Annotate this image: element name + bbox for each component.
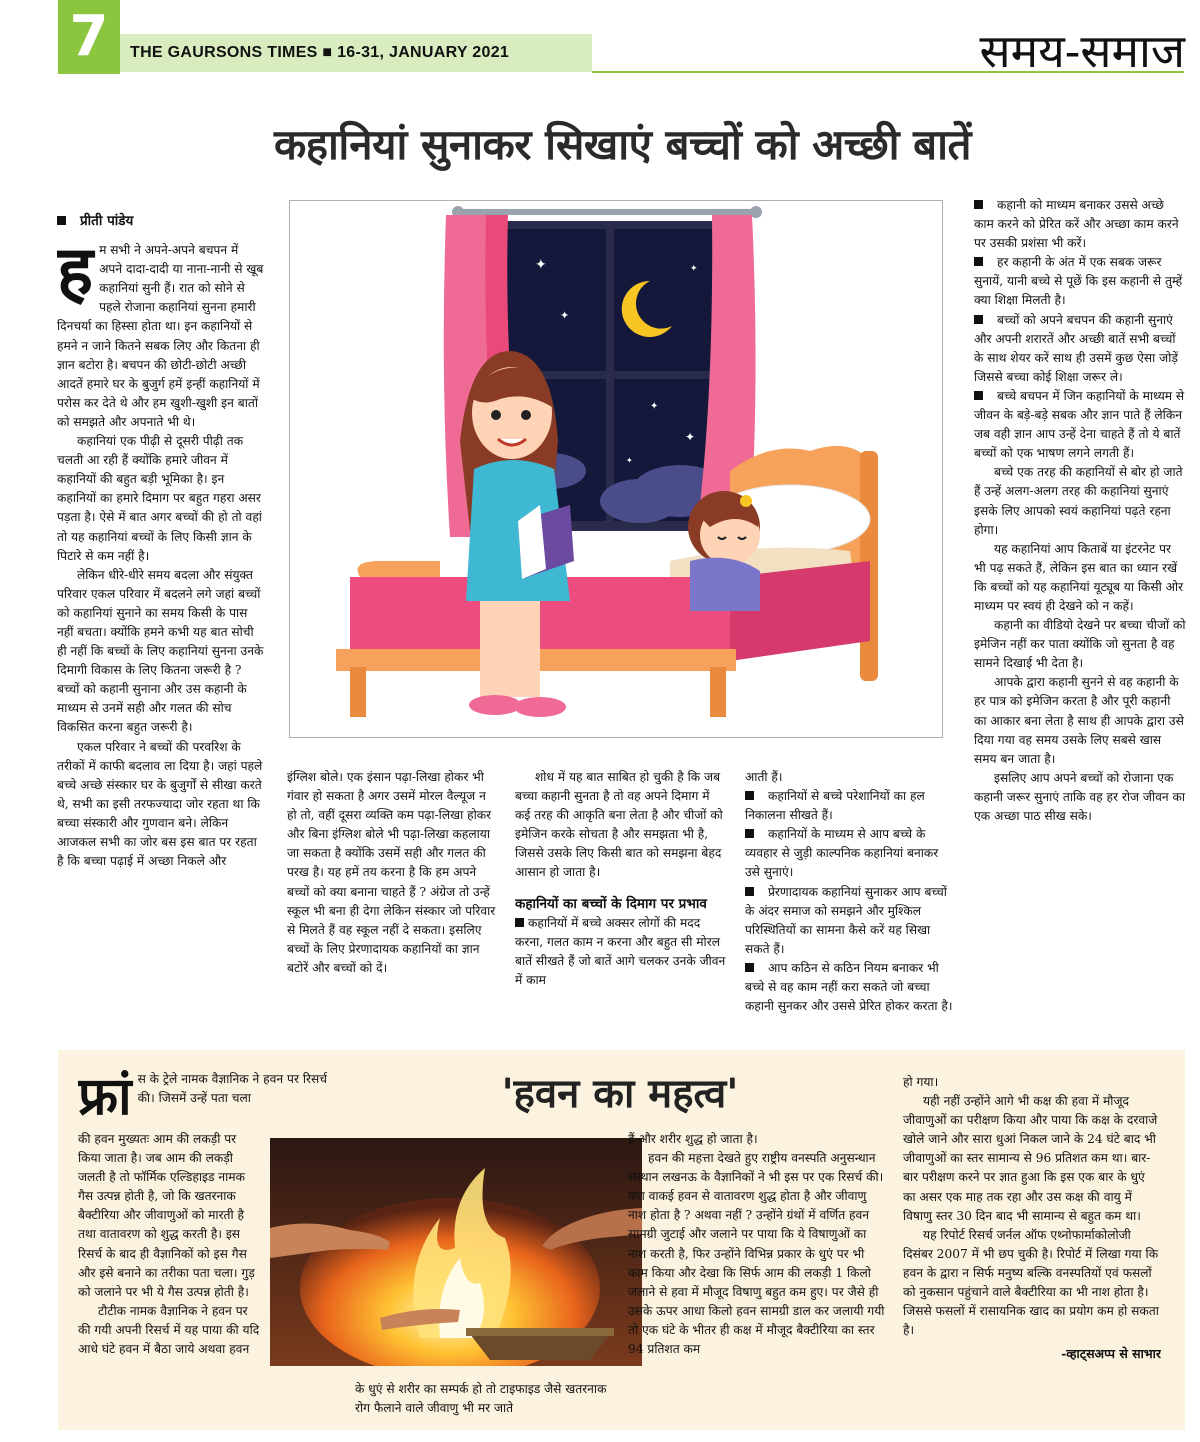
bullet-item xyxy=(974,311,1186,387)
havan-title: 'हवन का महत्व' xyxy=(501,1071,739,1117)
bullet-square-icon xyxy=(745,963,754,972)
paragraph: टौटीक नामक वैज्ञानिक ने हवन पर की गयी अपनी रिसर्च में यह पाया की यदि आधे घंटे हवन में बैठा जाये अथवा हवन xyxy=(78,1303,260,1357)
paragraph: कहानियां एक पीढ़ी से दूसरी पीढ़ी तक चलती आ रही हैं क्योंकि हमारे जीवन में कहानियों की बहुत बड़ी भूमिका है। इन कहानियों का हमारे दिमाग पर बहुत गहरा असर पड़ता है। ऐसे में बात अगर बच्चों की हो तो वहां तो यह कहानियां बच्चों के लिए किसी ज्ञान के पिटारे से कम नहीं है। xyxy=(57,434,262,563)
bedtime-story-illustration xyxy=(289,200,943,738)
bullet-item xyxy=(515,914,727,990)
byline xyxy=(57,212,264,231)
bullet-item xyxy=(974,196,1186,253)
bullet-text: कहानी को माध्यम बनाकर उससे अच्छे काम करने को प्रेरित करें और अच्छा काम करने पर उसकी प्रशंसा भी करें। xyxy=(974,198,1179,251)
article-column-3 xyxy=(515,768,727,1036)
paragraph: इंग्लिश बोले। एक इंसान पढ़ा-लिखा होकर भी गंवार हो सकता है अगर उसमें मोरल वैल्यूज न हो तो, वहीं दूसरा व्यक्ति कम पढ़ा-लिखा होकर और बिना इंग्लिश बोले भी पढ़ा-लिखा कहलाया जा सकता है क्योंकि उसमें सही और गलत की परख है। यह हमें तय करना है कि हम अपने बच्चों को क्या बनाना चाहते हैं ? अंग्रेज तो उन्हें स्कूल भी बना ही देगा लेकिन संस्कार जो परिवार से मिलते हैं वह स्कूल नहीं दे सकता। इसलिए बच्चों के लिए प्रेरणादायक कहानियों का ज्ञान बटोरें और बच्चों को दें। xyxy=(287,770,496,975)
drop-cap: फ्रां xyxy=(78,1070,132,1127)
byline-text: प्रीती पांडेय xyxy=(80,213,134,229)
paragraph: शोध में यह बात साबित हो चुकी है कि जब बच्चा कहानी सुनता है तो वह अपने दिमाग में कई तरह की आकृति बना लेता है और चीजों को इमेजिन करके सोचता है और समझता भी है, जिससे उसके लिए किसी बात को समझना बेहद आसान हो जाता है। xyxy=(515,770,723,880)
bullet-text: हर कहानी के अंत में एक सबक जरूर सुनायें, यानी बच्चे से पूछें कि इस कहानी से तुम्हें क्या शिक्षा मिलती है। xyxy=(974,255,1183,308)
bullet-square-icon xyxy=(974,315,983,324)
svg-text:✦: ✦ xyxy=(690,264,698,274)
article-column-1 xyxy=(57,212,264,1036)
svg-text:✦: ✦ xyxy=(650,401,659,412)
bullet-item xyxy=(745,825,953,882)
bullet-item xyxy=(745,959,953,1016)
paragraph-text: स के ट्रेले नामक वैज्ञानिक ने हवन पर रिसर्च की। जिसमें उन्हें पता चला xyxy=(137,1072,327,1106)
bullet-square-icon xyxy=(974,257,983,266)
paragraph: यही नहीं उन्होंने आगे भी कक्ष की हवा में मौजूद जीवाणुओं का परीक्षण किया और पाया कि कक्ष के दरवाजे खोले जाने और सारा धुआं निकल जाने के 24 घंटे बाद भी जीवाणुओं का स्तर सामान्य से 96 प्रतिशत कम था। बार-बार परीक्षण करने पर ज्ञात हुआ कि इस एक बार के धुएं का असर एक माह तक रहा और उस कक्ष की वायु में विषाणु स्तर 30 दिन बाद भी सामान्य से बहुत कम था। xyxy=(903,1094,1158,1223)
paragraph: यह कहानियां आप किताबें या इंटरनेट पर भी पढ़ सकते हैं, लेकिन इस बात का ध्यान रखें कि बच्चों को यह कहानियां यूट्यूब या किसी ओर माध्यम पर स्वयं ही देखने को न कहें। xyxy=(974,541,1184,613)
mother-reading-to-child-image xyxy=(290,201,942,737)
svg-text:✦: ✦ xyxy=(535,257,547,273)
bullet-item xyxy=(745,787,953,825)
paragraph: हवन की महत्ता देखते हुए राष्ट्रीय वनस्पति अनुसन्धान संस्थान लखनऊ के वैज्ञानिकों ने भी इस पर एक रिसर्च की। क्या वाकई हवन से वातावरण शुद्ध होता है और जीवाणु नाश होता है ? अथवा नहीं ? उन्होंने ग्रंथों में वर्णित हवन सामग्री जुटाई और जलाने पर पाया कि ये विषाणुओं का नाश करती है, फिर उन्होंने विभिन्न प्रकार के धुएं पर भी काम किया और देखा कि सिर्फ आम की लकड़ी 1 किलो जलाने से हवा में मौजूद विषाणु बहुत कम हुए। पर जैसे ही उसके ऊपर आधा किलो हवन सामग्री डाल कर जलायी गयी तो एक घंटे के भीतर ही कक्ष में मौजूद बैक्टीरिया का स्तर 94 प्रतिशत कम xyxy=(628,1151,885,1357)
svg-text:✦: ✦ xyxy=(685,430,696,444)
paragraph: हैं और शरीर शुद्ध हो जाता है। xyxy=(628,1132,758,1146)
havan-column-4 xyxy=(903,1073,1161,1423)
bullet-square-icon xyxy=(745,791,754,800)
svg-text:✦: ✦ xyxy=(560,309,570,322)
bullet-text: बच्चे बचपन में जिन कहानियों के माध्यम से जीवन के बड़े-बड़े सबक और ज्ञान पाते हैं लेकिन जब वही ज्ञान आप उन्हें देना चाहते हैं तो ये बातें बच्चों को एक भाषण लगने लगती हैं। xyxy=(974,388,1185,461)
bullet-text: कहानियों से बच्चे परेशानियों का हल निकालना सीखते हैं। xyxy=(745,789,925,823)
drop-cap: ह xyxy=(57,231,94,312)
svg-text:✦: ✦ xyxy=(626,456,633,465)
paragraph: लेकिन धीरे-धीरे समय बदला और संयुक्त परिवार एकल परिवार में बदलने लगे जहां बच्चों को कहानियां सुनाने का समय किसी के पास नहीं बचता। क्योंकि हमने कभी यह बात सोची ही नहीं कि बच्चों के लिए कहानियां सुनना उनके दिमागी विकास के लिए कितना जरूरी है ? बच्चों को कहानी सुनाना और उस कहानी के माध्यम से उनमें सही और गलत की सोच विकसित करना बहुत जरूरी है। xyxy=(57,567,264,735)
bullet-item xyxy=(974,253,1186,310)
bullet-square-icon xyxy=(745,887,754,896)
bullet-text: कहानियों में बच्चे अक्सर लोगों की मदद करना, गलत काम न करना और बहुत सी मोरल बातें सीखते हैं जो बातें आगे चलकर उनके जीवन में काम xyxy=(515,915,726,987)
article-column-4 xyxy=(745,768,953,1036)
paragraph xyxy=(78,1070,333,1127)
paragraph xyxy=(57,231,264,432)
bullet-item xyxy=(974,387,1186,463)
paragraph: कहानी का वीडियो देखने पर बच्चा चीजों को इमेजिन नहीं कर पाता क्योंकि जो सुनता है वह सामने दिखाई भी देता है। xyxy=(974,618,1186,671)
bullet-square-icon xyxy=(57,216,66,225)
paragraph: के धुएं से शरीर का सम्पर्क हो तो टाइफाइड जैसे खतरनाक रोग फैलाने वाले जीवाणु भी मर जाते xyxy=(355,1382,607,1416)
bullet-square-icon xyxy=(745,829,754,838)
havan-fire-photo xyxy=(270,1138,642,1366)
havan-column-1-top xyxy=(78,1070,333,1138)
paragraph: यह रिपोर्ट रिसर्च जर्नल ऑफ एथ्नोफार्माकोलोजी दिसंबर 2007 में भी छप चुकी है। रिपोर्ट में लिखा गया कि हवन के द्वारा न सिर्फ मनुष्य बल्कि वनस्पतियों एवं फसलों को नुकसान पहुंचाने वाले बैक्टीरिया का भी नाश होता है। जिससे फसलों में रासायनिक खाद का प्रयोग कम हो सकता है। xyxy=(903,1227,1159,1338)
paragraph-text: म सभी ने अपने-अपने बचपन में अपने दादा-दादी या नाना-नानी से खूब कहानियां सुनी हैं। रात को सोने से पहले रोजाना कहानियां सुनना हमारी दिनचर्या का हिस्सा होता था। इन कहानियों से हमने न जाने कितने सबक लिए और कितना ही ज्ञान बटोरा है। बचपन की छोटी-छोटी अच्छी आदतें हमारे घर के बुजुर्ग हमें इन्हीं कहानियों में परोस कर देते थे और हम खुशी-खुशी इन बातों को समझते और अपनाते भी थे। xyxy=(57,243,264,429)
paragraph: आपके द्वारा कहानी सुनने से वह कहानी के हर पात्र को इमेजिन करता है और पूरी कहानी का आकार बना लेता है साथ ही आपके द्वारा उसे दिया गया वह समय उसके लिए सबसे खास समय बन जाता है। xyxy=(974,675,1184,766)
credit-line: -व्हाट्सअप्प से साभार xyxy=(1061,1346,1161,1362)
subheading: कहानियों का बच्चों के दिमाग पर प्रभाव xyxy=(515,895,707,912)
section-title: समय-समाज xyxy=(979,24,1185,78)
page-number: 7 xyxy=(58,0,120,74)
bullet-item xyxy=(745,883,953,959)
havan-column-1 xyxy=(78,1130,260,1420)
havan-fire-image xyxy=(270,1138,642,1366)
bullet-text: आप कठिन से कठिन नियम बनाकर भी बच्चे से वह काम नहीं करा सकते जो बच्चा कहानी सुनकर और उससे प्रेरित होकर करता है। xyxy=(745,960,953,1014)
paragraph: की हवन मुख्यतः आम की लकड़ी पर किया जाता है। जब आम की लकड़ी जलती है तो फॉर्मिक एल्डिहाइड नामक गैस उत्पन्न होती है, जो कि खतरनाक बैक्टीरिया और जीवाणुओं को मारती है तथा वातावरण को शुद्ध करती है। इस रिसर्च के बाद ही वैज्ञानिकों को इस गैस और इसे बनाने का तरीका पता चला। गुड़ को जलाने पर भी ये गैस उत्पन्न होती है। xyxy=(78,1132,255,1299)
bullet-text: कहानियों के माध्यम से आप बच्चे के व्यवहार से जुड़ी काल्पनिक कहानियां बनाकर उसे सुनाएं। xyxy=(745,827,939,880)
bullet-square-icon xyxy=(974,391,983,400)
paragraph: आती हैं। xyxy=(745,770,783,784)
bullet-square-icon xyxy=(515,918,524,927)
havan-column-3 xyxy=(628,1130,886,1420)
paragraph: इसलिए आप अपने बच्चों को रोजाना एक कहानी जरूर सुनाएं ताकि वह हर रोज जीवन का एक अच्छा पाठ सीख सके। xyxy=(974,770,1186,823)
masthead: THE GAURSONS TIMES ■ 16-31, JANUARY 2021 xyxy=(130,44,510,61)
bullet-square-icon xyxy=(974,200,983,209)
article-column-5 xyxy=(974,196,1186,1036)
paragraph: हो गया। xyxy=(903,1075,939,1089)
havan-column-2-bottom xyxy=(355,1380,617,1420)
bullet-text: प्रेरणादायक कहानियां सुनाकर आप बच्चों के अंदर समाज को समझने और मुश्किल परिस्थितियों का सामना कैसे करें यह सिखा सकते हैं। xyxy=(745,884,947,956)
paragraph: एकल परिवार ने बच्चों की परवरिश के तरीकों में काफी बदलाव ला दिया है। जहां पहले बच्चे अच्छे संस्कार घर के बुजुर्गों से सीखा करते थे, सभी का इसी तरफज्यादा जोर रहता था कि बच्चा संस्कारी और गुणवान बने। लेकिन आजकल सभी का जोर बस इस बात पर रहता है कि बच्चा पढ़ाई में अच्छा निकले और xyxy=(57,739,263,869)
paragraph: बच्चे एक तरह की कहानियों से बोर हो जाते हैं उन्हें अलग-अलग तरह की कहानियां सुनाएं इसके लिए आपको स्वयं कहानियां पढ़ते रहना होगा। xyxy=(974,465,1183,537)
article-column-2 xyxy=(287,768,497,1036)
bullet-text: बच्चों को अपने बचपन की कहानी सुनाएं और अपनी शरारतें और अच्छी बातें सभी बच्चों के साथ शेयर करें साथ ही उसमें कुछ ऐसा जोड़ें जिससे बच्चा कोई शिक्षा जरूर ले। xyxy=(974,312,1178,384)
headline: कहानियां सुनाकर सिखाएं बच्चों को अच्छी बातें xyxy=(273,120,971,169)
